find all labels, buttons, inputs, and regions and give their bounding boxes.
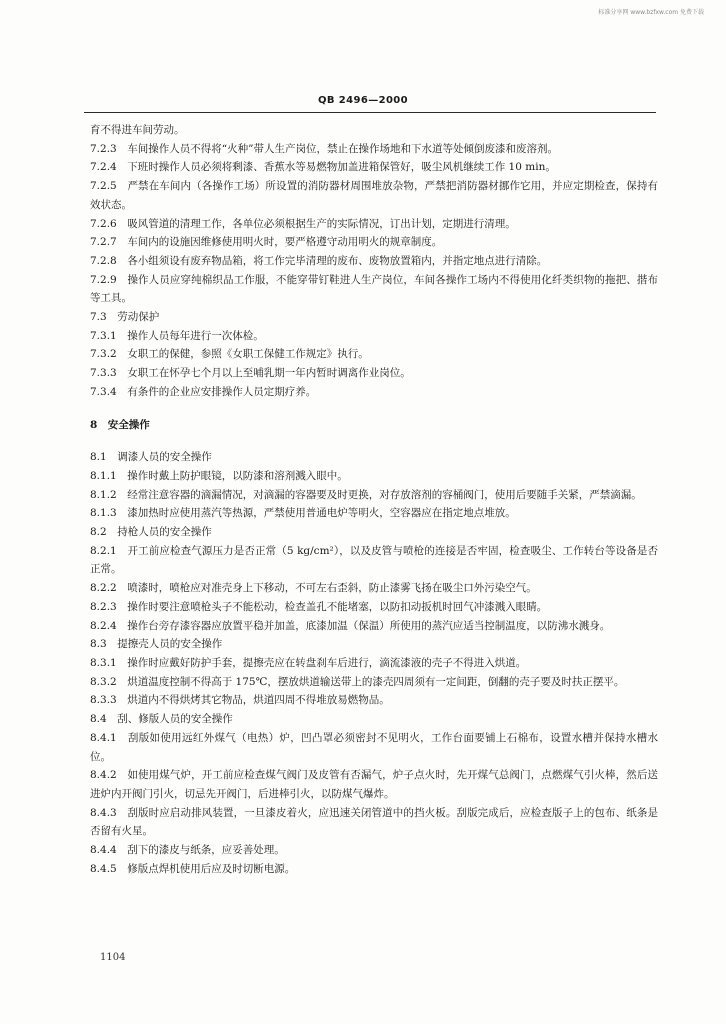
clause-paragraph: 8.3 提擦壳人员的安全操作: [90, 638, 223, 651]
clause-paragraph: 7.3.3 女职工在怀孕七个月以上至哺乳期一年内暂时调离作业岗位。: [90, 367, 411, 380]
clause-paragraph: 8.1.3 漆加热时应使用蒸汽等热源，严禁使用普通电炉等明火，空容器应在指定地点堆放。: [90, 507, 516, 520]
clause-paragraph: 8.2 持枪人员的安全操作: [90, 526, 212, 539]
clause-paragraph: 8.3.2 烘道温度控制不得高于 175℃，摆放烘道输送带上的漆壳四周须有一定间距，倒翻的壳子要及时扶正摆平。: [90, 675, 625, 688]
clause-paragraph: 7.2.5 严禁在车间内（各操作工场）所设置的消防器材周围堆放杂物，严禁把消防器材挪作它用，并应定期检查，保持有效状态。: [90, 180, 658, 211]
clause-paragraph: 8.4 刮、修版人员的安全操作: [90, 713, 233, 726]
clause-paragraph: 7.3.2 女职工的保健，参照《女职工保健工作规定》执行。: [90, 348, 369, 361]
clause-paragraph: 8.2.4 操作台旁存漆容器应放置平稳并加盖，底漆加温（保温）所使用的蒸汽应适当控制温度，以防沸水溅身。: [90, 619, 611, 632]
page-header: QB 2496—2000: [317, 95, 409, 106]
clause-paragraph: 7.2.6 吸风管道的清理工作，各单位必须根据生产的实际情况，订出计划，定期进行清理。: [90, 217, 516, 230]
clause-paragraph: 8.3.1 操作时应戴好防护手套，提擦壳应在转盘刹车后进行，滴流漆液的壳子不得进入烘道。: [90, 656, 527, 669]
clause-paragraph: 8.4.4 刮下的漆皮与纸条，应妥善处理。: [90, 844, 285, 857]
page-number: 1104: [100, 952, 126, 963]
watermark-text: 标准分享网 www.bzfxw.com 免费下载: [598, 9, 704, 16]
clause-paragraph: 8.4.2 如使用煤气炉，开工前应检查煤气阀门及皮管有否漏气，炉子点火时，先开煤气总阀门，点燃煤气引火棒，然后送进炉内开阀门引火，切忌先开阀门，后进棒引火，以防煤气爆炸。: [90, 769, 658, 800]
clause-paragraph: 8.3.3 烘道内不得烘烤其它物品，烘道四周不得堆放易燃物品。: [90, 694, 390, 707]
clause-paragraph: 8.4.3 刮版时应启动排风装置，一旦漆皮着火，应迅速关闭管道中的挡火板。刮版完成后，应检查版子上的包布、纸条是否留有火星。: [90, 806, 658, 838]
clause-paragraph: 7.2.9 操作人员应穿纯棉织品工作服，不能穿带钉鞋进人生产岗位，车间各操作工场内不得使用化纤类织物的拖把、揩布等工具。: [90, 273, 658, 305]
clause-paragraph: 7.2.4 下班时操作人员必须将剩漆、香蕉水等易燃物加盖进箱保管好，吸尘风机继续工作 10 min。: [90, 161, 556, 174]
clause-paragraph: 7.2.3 车间操作人员不得将“火种”带人生产岗位，禁止在操作场地和下水道等处倾倒废漆和废溶剂。: [90, 142, 558, 155]
clause-paragraph: 7.3.4 有条件的企业应安排操作人员定期疗养。: [90, 385, 317, 398]
clause-paragraph: 8.1.1 操作时戴上防护眼镜，以防漆和溶剂溅入眼中。: [90, 469, 348, 482]
spacer: [90, 434, 658, 448]
clause-paragraph: 7.3 劳动保护: [90, 311, 160, 324]
clause-paragraph: 7.2.7 车间内的设施因维修使用明火时，要严格遵守动用明火的规章制度。: [90, 236, 443, 249]
clause-paragraph: 8.4.5 修版点焊机使用后应及时切断电源。: [90, 862, 296, 875]
clause-paragraph: 8.1.2 经常注意容器的滴漏情况，对滴漏的容器要及时更换，对存放溶剂的容桶阀门，使用后要随手关紧，严禁滴漏。: [90, 488, 642, 501]
header-rule: [84, 112, 656, 113]
document-body: [90, 121, 658, 878]
clause-paragraph: 7.3.1 操作人员每年进行一次体检。: [90, 329, 264, 342]
clause-paragraph: 8.4.1 刮版如使用远红外煤气（电热）炉，凹凸罩必须密封不见明火，工作台面要铺上石棉布，设置水槽并保持水槽水位。: [90, 731, 658, 763]
section-heading: 8 安全操作: [90, 418, 150, 431]
clause-paragraph: 育不得进车间劳动。: [90, 124, 185, 136]
clause-paragraph: 8.2.2 喷漆时，喷枪应对准壳身上下移动，不可左右歪斜，防止漆雾飞扬在吸尘口外污染空气。: [90, 582, 537, 595]
clause-paragraph: 7.2.8 各小组须设有废弃物品箱，将工作完毕清理的废布、废物放置箱内，并指定地点进行清除。: [90, 254, 548, 267]
clause-paragraph: 8.2.1 开工前应检查气源压力是否正常（5 kg/cm²），以及皮管与喷枪的连接是否牢固，检查吸尘、工作转台等设备是否正常。: [90, 544, 658, 576]
spacer: [90, 402, 658, 416]
clause-paragraph: 8.2.3 操作时要注意喷枪头子不能松动，检查盖孔不能堵塞，以防扣动扳机时回气冲漆溅入眼睛。: [90, 600, 548, 613]
clause-paragraph: 8.1 调漆人员的安全操作: [90, 451, 212, 464]
